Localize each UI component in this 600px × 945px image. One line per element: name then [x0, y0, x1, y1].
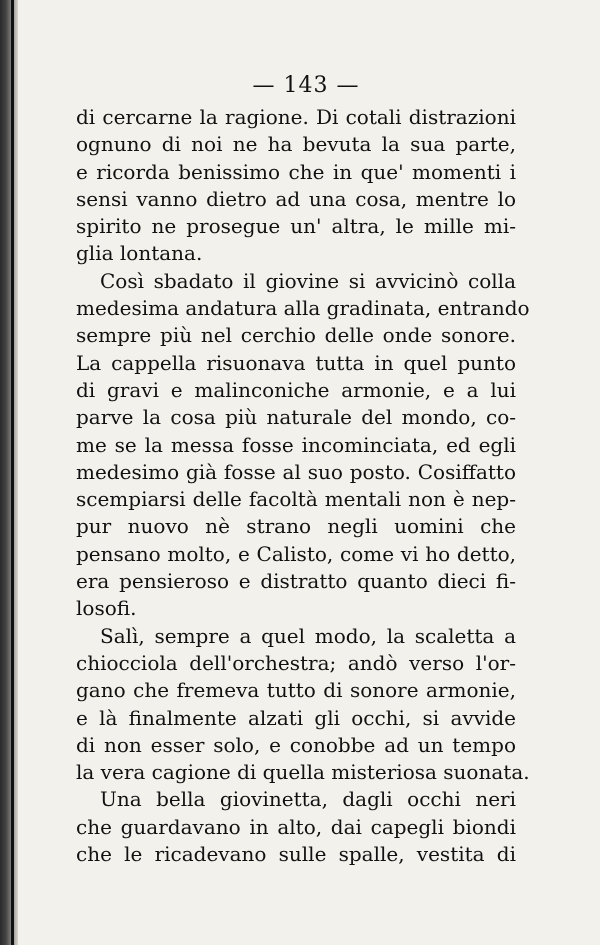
- text-line: pur nuovo nè strano negli uomini che: [76, 514, 516, 539]
- text-line: la vera cagione di quella misteriosa suonata.: [76, 760, 530, 785]
- text-line: medesima andatura alla gradinata, entrando: [76, 296, 530, 321]
- text-line: La cappella risuonava tutta in quel punto: [76, 350, 516, 375]
- text-line: di gravi e malinconiche armonie, e a lui: [76, 377, 516, 402]
- book-binding-edge: [0, 0, 18, 945]
- body-text: [76, 104, 530, 868]
- paragraph: [76, 268, 530, 623]
- text-line: ognuno di noi ne ha bevuta la sua parte,: [76, 132, 516, 157]
- text-line: Salì, sempre a quel modo, la scaletta a: [100, 623, 516, 648]
- text-line: gano che fremeva tutto di sonore armonie,: [76, 678, 516, 703]
- text-line: scempiarsi delle facoltà mentali non è nep-: [76, 487, 516, 512]
- text-line: spirito ne prosegue un' altra, le mille mi-: [76, 214, 516, 239]
- text-line: Così sbadato il giovine si avvicinò colla: [100, 268, 516, 293]
- text-line: medesimo già fosse al suo posto. Cosiffatto: [76, 459, 516, 484]
- text-line: e là finalmente alzati gli occhi, si avvide: [76, 705, 516, 730]
- text-line: Una bella giovinetta, dagli occhi neri: [100, 787, 516, 812]
- text-line: parve la cosa più naturale del mondo, co-: [76, 405, 516, 430]
- text-line: di non esser solo, e conobbe ad un tempo: [76, 732, 516, 757]
- text-line: sensi vanno dietro ad una cosa, mentre lo: [76, 186, 516, 211]
- book-page: [76, 72, 530, 868]
- text-line: era pensieroso e distratto quanto dieci fi-: [76, 569, 516, 594]
- paragraph: [76, 104, 516, 268]
- text-line: me se la messa fosse incominciata, ed egli: [76, 432, 516, 457]
- page-number: — 143 —: [252, 73, 360, 98]
- text-line: che guardavano in alto, dai capegli biondi: [76, 814, 516, 839]
- text-line: di cercarne la ragione. Di cotali distrazioni: [76, 105, 516, 129]
- paragraph: [76, 623, 530, 787]
- text-line: chiocciola dell'orchestra; andò verso l'or-: [76, 650, 516, 675]
- text-line: losofi.: [76, 596, 137, 621]
- text-line: sempre più nel cerchio delle onde sonore.: [76, 323, 516, 348]
- text-line: glia lontana.: [76, 241, 203, 266]
- binding-shadow-line: [11, 0, 14, 945]
- text-line: pensano molto, e Calisto, come vi ho detto,: [76, 541, 516, 566]
- paragraph: [76, 786, 516, 868]
- text-line: che le ricadevano sulle spalle, vestita di: [76, 842, 516, 867]
- text-line: e ricorda benissimo che in que' momenti i: [76, 159, 516, 184]
